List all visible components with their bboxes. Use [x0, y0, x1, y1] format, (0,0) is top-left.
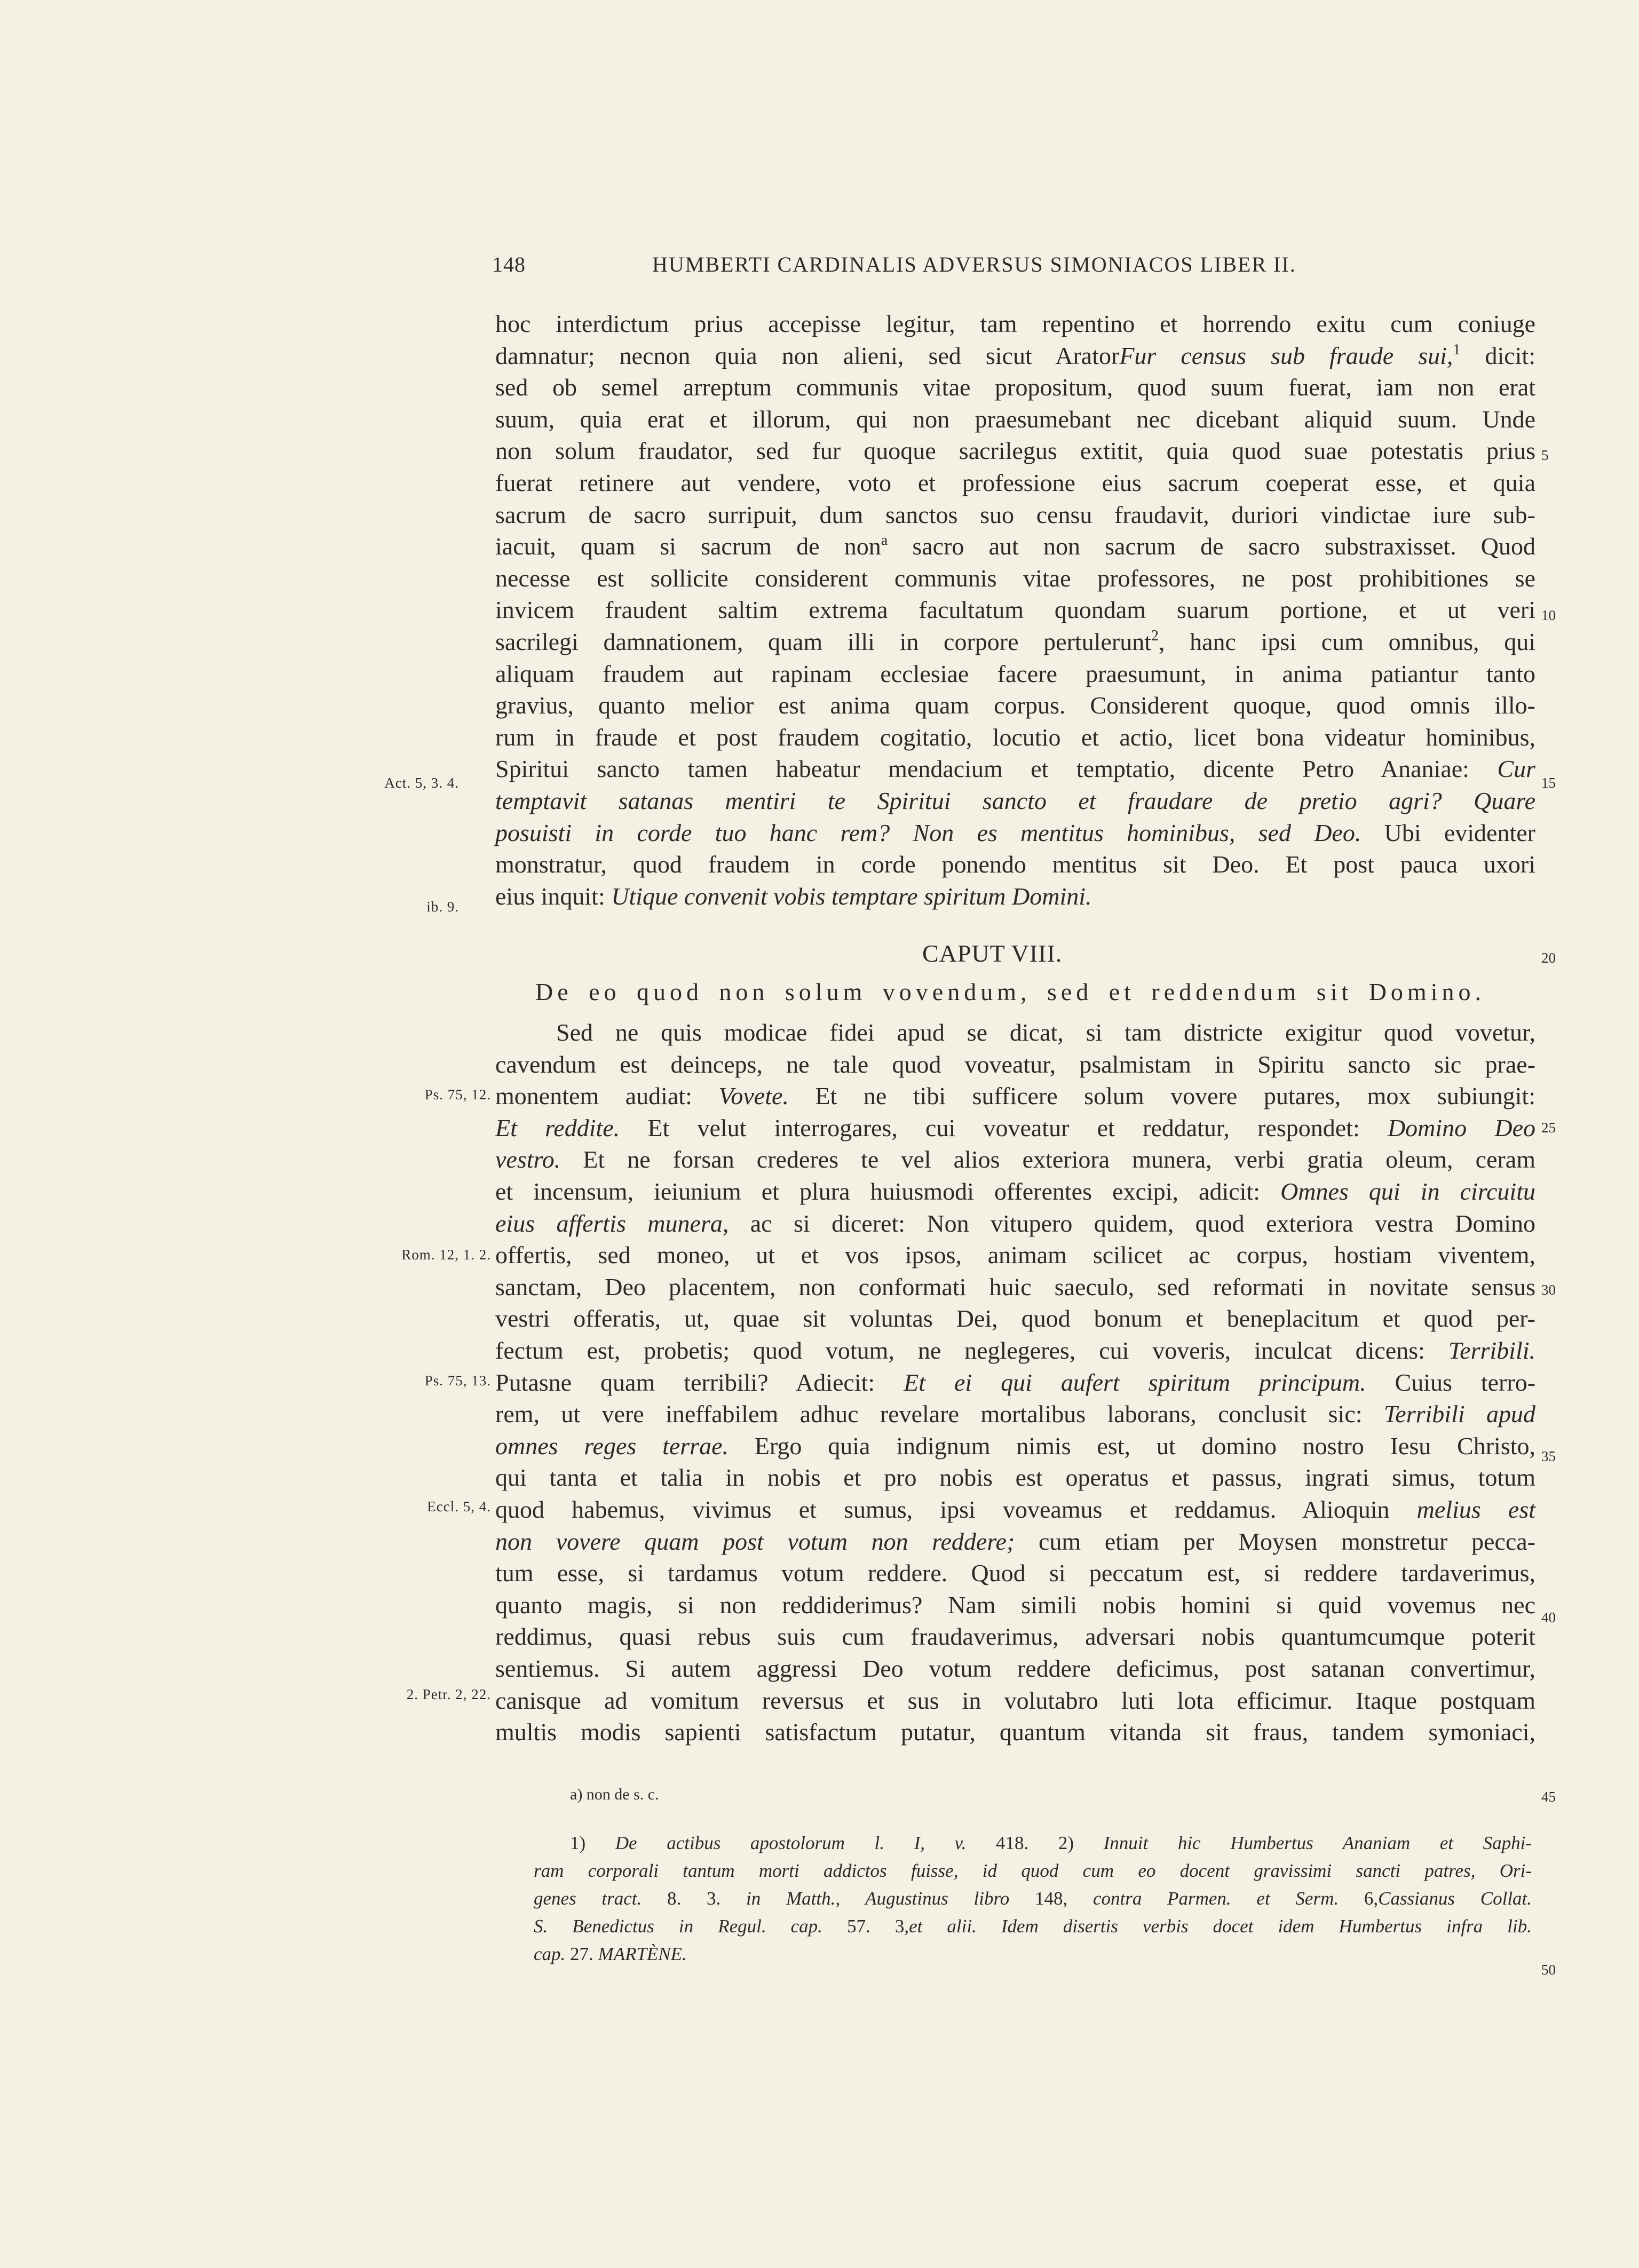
text-line: [495, 1144, 1535, 1176]
text-line: [495, 435, 1535, 467]
text-run: 8.: [642, 1888, 707, 1909]
text-line: [495, 1685, 1535, 1717]
text-run: quod habemus, vivimus et sumus, ipsi voveamus et reddamus. Alioquin: [495, 1496, 1417, 1523]
text-run: in Matth., Augustinus libro: [746, 1888, 1010, 1909]
footnote-line: [534, 1913, 1532, 1940]
text-run: 3,: [894, 1916, 909, 1937]
text-run: temptavit satanas mentiri te Spiritui sancto et fraudare de pretio agri? Quare: [495, 787, 1535, 814]
text-run: necesse est sollicite considerent communis vitae professores, ne post prohibitiones se: [495, 564, 1535, 592]
text-line: [495, 689, 1535, 721]
text-line: [495, 817, 1535, 849]
text-run: Ergo quia indignum nimis est, ut domino nostro Iesu Christo,: [729, 1432, 1536, 1460]
text-run: melius est: [1416, 1496, 1535, 1523]
text-line: [495, 1653, 1535, 1685]
text-run: 57.: [822, 1916, 895, 1937]
text-run: multis modis sapienti satisfactum putatur, quantum vitanda sit fraus, tandem symoniaci,: [495, 1718, 1535, 1746]
text-run: Omnes qui in circuitu: [1280, 1178, 1535, 1205]
text-run: rum in fraude et post fraudem cogitatio, locutio et actio, licet bona videatur hominibus,: [495, 723, 1535, 751]
footnote-line: [534, 1885, 1532, 1913]
text-line: [495, 1621, 1535, 1653]
text-run: invicem fraudent saltim extrema facultatum quondam suarum portione, et ut veri: [495, 596, 1535, 624]
text-run: dicit:: [1460, 342, 1535, 369]
text-run: Spiritui sancto tamen habeatur mendacium et temptatio, dicente Petro Ananiae:: [495, 755, 1498, 783]
text-line: [495, 1526, 1535, 1558]
text-run: posuisti in corde tuo hanc rem? Non es mentitus hominibus, sed Deo.: [495, 819, 1361, 846]
text-run: 418.: [966, 1833, 1029, 1853]
text-line: [495, 1112, 1535, 1144]
text-run: eius inquit:: [495, 882, 612, 910]
text-run: Cuius terro-: [1366, 1368, 1536, 1396]
text-run: contra Parmen. et Serm.: [1093, 1888, 1339, 1909]
text-line: [495, 562, 1535, 594]
text-run: S. Benedictus in Regul. cap.: [534, 1916, 822, 1937]
text-run: genes tract.: [534, 1888, 642, 1909]
margin-ref: 2. Petr. 2, 22.: [406, 1686, 491, 1702]
text-line: [495, 1080, 1535, 1112]
text-line: [495, 721, 1535, 754]
text-run: fectum est, probetis; quod votum, ne neglegeres, cui voveris, inculcat dicens:: [495, 1337, 1448, 1364]
margin-ref: Ps. 75, 13.: [424, 1373, 491, 1389]
text-run: Terribili apud: [1383, 1400, 1536, 1428]
text-run: fuerat retinere aut vendere, voto et professione eius sacrum coeperat esse, et quia: [495, 469, 1535, 496]
text-run: sentiemus. Si autem aggressi Deo votum reddere deficimus, post satanan convertimur,: [495, 1655, 1535, 1682]
text-run: sacro aut non sacrum de sacro substraxisset. Quod: [888, 533, 1535, 560]
text-run: damnatur; necnon quia non alieni, sed sicut Arator: [495, 342, 1120, 369]
text-line: [556, 1017, 1535, 1049]
text-run: hoc interdictum prius accepisse legitur, tam repentino et horrendo exitu cum coniuge: [495, 310, 1535, 337]
text-run: MARTÈNE.: [598, 1944, 687, 1964]
text-line: [495, 1589, 1535, 1621]
text-line: [495, 1335, 1535, 1367]
text-line: [495, 1462, 1535, 1494]
text-run: sacrum de sacro surripuit, dum sanctos suo censu fraudavit, duriori vindictae iure sub-: [495, 501, 1535, 528]
text-run: sacrilegi damnationem, quam illi in corpore pertulerunt: [495, 628, 1151, 655]
chapter-subtitle: De eo quod non solum vovendum, sed et reddendum sit Domino.: [535, 978, 1485, 1005]
line-number: 15: [1541, 775, 1556, 791]
text-line: [495, 499, 1535, 531]
page-number: 148: [492, 252, 526, 276]
text-run: Terribili.: [1448, 1337, 1535, 1364]
text-run: Et ei qui aufert spiritum principum.: [904, 1368, 1366, 1396]
text-run: Cassianus Collat.: [1378, 1888, 1532, 1909]
text-run: Et ne forsan crederes te vel alios exteriora munera, verbi gratia oleum, ceram: [560, 1146, 1535, 1173]
footnote-marker: a: [881, 532, 888, 549]
text-line: [495, 848, 1535, 881]
line-number: 20: [1541, 950, 1556, 966]
text-run: cap.: [534, 1944, 566, 1964]
line-number: 40: [1541, 1609, 1556, 1625]
text-line: [495, 1367, 1535, 1399]
text-line: [495, 403, 1535, 435]
text-run: monentem audiat:: [495, 1082, 719, 1110]
text-line: [495, 340, 1535, 372]
margin-ref: Act. 5, 3. 4.: [384, 775, 459, 791]
text-run: Et ne tibi sufficere solum vovere putares, mox subiungit:: [788, 1082, 1535, 1110]
text-run: aliquam fraudem aut rapinam ecclesiae facere praesumunt, in anima patiantur tanto: [495, 660, 1535, 687]
footnote-line: [534, 1857, 1532, 1885]
text-run: 1): [570, 1833, 615, 1853]
text-run: ram corporali tantum morti addictos fuisse, id quod cum eo docent gravissimi sancti patres, Ori-: [534, 1860, 1532, 1881]
text-line: [495, 467, 1535, 499]
text-run: et incensum, ieiunium et plura huiusmodi offerentes excipi, adicit:: [495, 1178, 1281, 1205]
text-line: [495, 1494, 1535, 1526]
text-run: De actibus apostolorum l. I, v.: [615, 1833, 967, 1853]
text-run: Innuit hic Humbertus Ananiam et Saphi-: [1103, 1833, 1532, 1853]
line-number: 50: [1541, 1962, 1556, 1978]
text-run: suum, quia erat et illorum, qui non praesumebant nec dicebant aliquid suum. Unde: [495, 405, 1535, 433]
page-header: [492, 252, 1490, 286]
text-run: 6,: [1339, 1888, 1379, 1909]
text-run: iacuit, quam si sacrum de non: [495, 533, 881, 560]
text-run: vestri offeratis, ut, quae sit voluntas Dei, quod bonum et beneplacitum et quod per-: [495, 1305, 1535, 1333]
text-run: gravius, quanto melior est anima quam corpus. Considerent quoque, quod omnis illo-: [495, 692, 1535, 719]
text-run: Fur census sub fraude sui,: [1119, 342, 1453, 369]
text-run: 3.: [707, 1888, 747, 1909]
text-run: Et reddite.: [495, 1114, 620, 1141]
text-run: non solum fraudator, sed fur quoque sacrilegus extitit, quia quod suae potestatis prius: [495, 437, 1535, 465]
text-run: Et velut interrogares, cui voveatur et reddatur, respondet:: [620, 1114, 1388, 1141]
text-line: [495, 658, 1535, 690]
text-line: [495, 753, 1535, 785]
text-line: [495, 1557, 1535, 1589]
text-run: omnes reges terrae.: [495, 1432, 729, 1460]
text-run: reddimus, quasi rebus suis cum fraudaverimus, adversari nobis quantumcumque poterit: [495, 1623, 1535, 1651]
text-run: Cur: [1497, 755, 1535, 783]
text-run: canisque ad vomitum reversus et sus in volutabro luti lota efficimur. Itaque postquam: [495, 1686, 1535, 1714]
text-run: Domino Deo: [1387, 1114, 1536, 1141]
text-run: 27.: [565, 1944, 598, 1964]
text-run: sed ob semel arreptum communis vitae propositum, quod suum fuerat, iam non erat: [495, 374, 1535, 401]
text-line: [495, 1176, 1535, 1208]
critical-apparatus-note: a) non de s. c.: [570, 1786, 659, 1803]
text-line: [495, 594, 1535, 626]
line-number: 30: [1541, 1282, 1556, 1298]
line-number: 35: [1541, 1448, 1556, 1464]
text-line: [495, 1239, 1535, 1271]
text-run: Ubi evidenter: [1361, 819, 1535, 846]
running-head: HUMBERTI CARDINALIS ADVERSUS SIMONIACOS LIBER II.: [652, 252, 1296, 276]
text-line: [495, 1303, 1535, 1335]
text-run: Putasne quam terribili? Adiecit:: [495, 1368, 904, 1396]
text-line: [495, 1398, 1535, 1430]
margin-ref: Ps. 75, 12.: [424, 1087, 491, 1103]
text-run: Vovete.: [718, 1082, 789, 1110]
line-number: 45: [1541, 1789, 1556, 1805]
line-number: 5: [1541, 447, 1549, 463]
text-line: [495, 785, 1535, 817]
text-run: monstratur, quod fraudem in corde ponendo mentitus sit Deo. Et post pauca uxori: [495, 851, 1535, 878]
text-line: [495, 530, 1535, 562]
margin-ref: Eccl. 5, 4.: [427, 1498, 491, 1514]
text-run: cavendum est deinceps, ne tale quod voveatur, psalmistam in Spiritu sancto sic prae-: [495, 1050, 1535, 1078]
text-run: 148,: [1009, 1888, 1093, 1909]
text-run: tum esse, si tardamus votum reddere. Quod si peccatum est, si reddere tardaverimus,: [495, 1559, 1535, 1587]
text-run: 2): [1028, 1833, 1104, 1853]
text-line: [495, 1049, 1535, 1081]
text-line: [495, 1716, 1535, 1748]
text-run: vestro.: [495, 1146, 561, 1173]
text-line: [495, 626, 1535, 658]
text-run: eius affertis munera,: [495, 1209, 729, 1237]
chapter-title: CAPUT VIII.: [922, 940, 1063, 967]
footnote-marker: 2: [1151, 628, 1159, 644]
text-run: cum etiam per Moysen monstretur pecca-: [1015, 1527, 1535, 1555]
text-run: non vovere quam post votum non reddere;: [495, 1527, 1015, 1555]
text-run: offertis, sed moneo, ut et vos ipsos, animam scilicet ac corpus, hostiam viventem,: [495, 1241, 1535, 1269]
text-line: [495, 1208, 1535, 1240]
footnote-marker: 1: [1453, 341, 1461, 358]
text-run: sanctam, Deo placentem, non conformati huic saeculo, sed reformati in novitate sensus: [495, 1273, 1535, 1300]
text-run: Utique convenit vobis temptare spiritum Domini.: [611, 882, 1092, 910]
footnote-line: [534, 1940, 1532, 1968]
margin-ref: Rom. 12, 1. 2.: [401, 1247, 491, 1263]
text-run: rem, ut vere ineffabilem adhuc revelare mortalibus laborans, conclusit sic:: [495, 1400, 1384, 1428]
line-number: 25: [1541, 1120, 1556, 1136]
text-run: et alii. Idem disertis verbis docet idem Humbertus infra lib.: [909, 1916, 1532, 1937]
text-run: ac si diceret: Non vitupero quidem, quod exteriora vestra Domino: [729, 1209, 1536, 1237]
text-run: qui tanta et talia in nobis et pro nobis est operatus et passus, ingrati simus, totum: [495, 1464, 1535, 1492]
text-line: [495, 1271, 1535, 1303]
line-number: 10: [1541, 607, 1556, 623]
text-run: Sed ne quis modicae fidei apud se dicat, si tam districte exigitur quod vovetur,: [556, 1019, 1535, 1046]
text-line: [495, 881, 1535, 913]
margin-ref: ib. 9.: [426, 899, 459, 915]
text-line: [495, 308, 1535, 340]
text-line: [495, 1430, 1535, 1462]
footnote-line: [570, 1829, 1532, 1857]
text-run: , hanc ipsi cum omnibus, qui: [1158, 628, 1535, 655]
text-line: [495, 371, 1535, 403]
text-run: quanto magis, si non reddiderimus? Nam simili nobis homini si quid vovemus nec: [495, 1591, 1535, 1619]
